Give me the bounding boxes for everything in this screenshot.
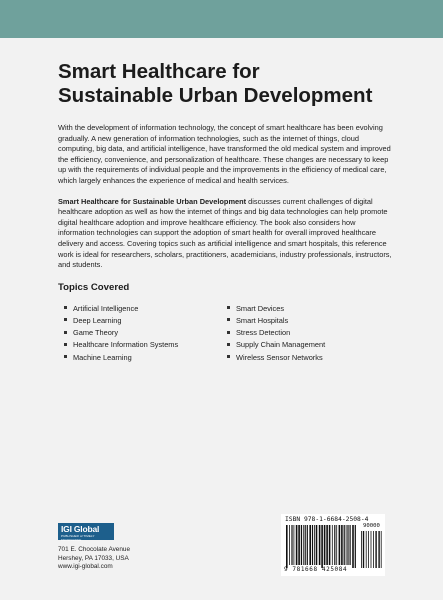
barcode-bar bbox=[289, 525, 290, 565]
topic-label: Stress Detection bbox=[236, 328, 291, 338]
barcode-bar bbox=[319, 525, 321, 565]
barcode-bar bbox=[352, 525, 354, 568]
barcode-addon-bar bbox=[363, 531, 364, 568]
book-title bbox=[58, 60, 392, 108]
barcode-addon-bar bbox=[371, 531, 372, 568]
bullet-icon bbox=[64, 355, 67, 358]
bullet-icon bbox=[227, 355, 230, 358]
topic-item bbox=[227, 327, 325, 339]
topics-column-left bbox=[64, 303, 178, 364]
topic-item bbox=[64, 303, 178, 315]
barcode-addon-bar bbox=[373, 531, 374, 568]
address-line-2: Hershey, PA 17033, USA bbox=[58, 554, 129, 562]
barcode-bar bbox=[339, 525, 341, 565]
barcode-bar bbox=[326, 525, 328, 565]
topic-item bbox=[227, 303, 325, 315]
barcode-bar bbox=[336, 525, 337, 565]
bullet-icon bbox=[64, 318, 67, 321]
topic-item bbox=[64, 339, 178, 351]
bullet-icon bbox=[227, 343, 230, 346]
bullet-icon bbox=[227, 306, 230, 309]
topic-item bbox=[227, 315, 325, 327]
barcode-bar bbox=[329, 525, 331, 565]
address-line-1: 701 E. Chocolate Avenue bbox=[58, 546, 131, 553]
barcode-bar bbox=[314, 525, 315, 565]
barcode-bar bbox=[312, 525, 313, 565]
barcode-bar bbox=[332, 525, 333, 565]
ean-digits: 9 781668 425084 bbox=[284, 566, 348, 573]
barcode-addon-bar bbox=[366, 531, 367, 568]
description-paragraph-2 bbox=[58, 197, 392, 271]
barcode-addon-number: 90000 bbox=[363, 523, 380, 529]
topic-label: Game Theory bbox=[73, 328, 119, 338]
bullet-icon bbox=[227, 318, 230, 321]
topic-label: Smart Hospitals bbox=[236, 315, 289, 325]
barcode-addon-bar bbox=[381, 531, 382, 568]
back-cover-content bbox=[58, 60, 392, 383]
topic-label: Artificial Intelligence bbox=[73, 303, 139, 313]
barcode-bar bbox=[294, 525, 295, 565]
title-line-2: Sustainable Urban Development bbox=[58, 84, 373, 107]
barcode-addon-bar bbox=[361, 531, 362, 568]
barcode-bar bbox=[286, 525, 288, 568]
barcode-addon-bar bbox=[368, 531, 369, 568]
isbn-barcode bbox=[281, 514, 385, 576]
barcode-bar bbox=[355, 525, 356, 568]
isbn-text: ISBN 978-1-6684-2508-4 bbox=[285, 516, 369, 523]
topic-label: Machine Learning bbox=[73, 352, 132, 362]
description-paragraph-1: With the development of information technology, the concept of smart healthcare has been evolving gradually. A new generation of information technologies, such as the internet of things, cloud computing, big data, and artificial intelligence, have transformed the old medical system and improved the efficiency, convenience, and personalization of healthcare. These changes are necessary to keep up with the requirements of individual people and the improvements in the efficiency of medical care, which largely enhances the experience of medical and health services. bbox=[58, 123, 391, 185]
bullet-icon bbox=[227, 331, 230, 334]
barcode-bar bbox=[324, 525, 326, 565]
barcode-bar bbox=[347, 525, 348, 565]
barcode-bar bbox=[341, 525, 343, 565]
barcode-addon-bar bbox=[375, 531, 376, 568]
publisher-block bbox=[58, 523, 130, 572]
barcode-bar bbox=[309, 525, 311, 565]
topic-label: Deep Learning bbox=[73, 315, 122, 325]
publisher-website: www.igi-global.com bbox=[58, 563, 113, 571]
topic-item bbox=[64, 352, 178, 364]
topic-item bbox=[227, 339, 325, 351]
bullet-icon bbox=[64, 306, 67, 309]
barcode-bar bbox=[301, 525, 302, 565]
top-color-band bbox=[0, 0, 443, 38]
barcode-bar bbox=[291, 525, 292, 565]
topic-label: Supply Chain Management bbox=[236, 340, 326, 350]
topics-column-right bbox=[227, 303, 325, 364]
publisher-address bbox=[58, 546, 130, 572]
topic-item bbox=[64, 327, 178, 339]
bullet-icon bbox=[64, 331, 67, 334]
topic-label: Healthcare Information Systems bbox=[73, 340, 179, 350]
topics-heading: Topics Covered bbox=[58, 281, 130, 293]
title-line-1: Smart Healthcare for bbox=[58, 60, 260, 83]
barcode-bar bbox=[316, 525, 318, 565]
barcode-bar bbox=[305, 525, 306, 565]
barcode-bar bbox=[321, 525, 323, 568]
igi-global-logo bbox=[58, 523, 114, 540]
topics-list bbox=[58, 303, 392, 383]
barcode-bar bbox=[346, 525, 347, 565]
topic-label: Smart Devices bbox=[236, 303, 285, 313]
topic-label: Wireless Sensor Networks bbox=[236, 352, 323, 362]
book-title-inline: Smart Healthcare for Sustainable Urban Development bbox=[58, 196, 247, 206]
topic-item bbox=[64, 315, 178, 327]
description-paragraph-2-text: discusses current challenges of digital healthcare adoption as well as how the internet of things and big data technologies can help promote digital healthcare adoption and improve healthcare efficiency. The book also considers how information technologies can support the adoption of smart health for overall improved healthcare delivery and access. Covering topics such as artificial intelligence and smart hospitals, this reference work is ideal for researchers, scholars, practitioners, academicians, industry professionals, instructors, and students. bbox=[58, 196, 392, 270]
barcode-addon-bar bbox=[378, 531, 379, 568]
barcode-bar bbox=[303, 525, 304, 565]
topic-item bbox=[227, 352, 325, 364]
barcode-bar bbox=[296, 525, 298, 565]
barcode-bar bbox=[334, 525, 335, 565]
barcode-bar bbox=[307, 525, 308, 565]
logo-name: IGI Global bbox=[61, 524, 100, 534]
barcode-bar bbox=[344, 525, 345, 565]
barcode-bar bbox=[350, 525, 351, 565]
bullet-icon bbox=[64, 343, 67, 346]
logo-tagline: PUBLISHER of TIMELY KNOWLEDGE bbox=[61, 534, 95, 542]
barcode-bar bbox=[298, 525, 300, 565]
